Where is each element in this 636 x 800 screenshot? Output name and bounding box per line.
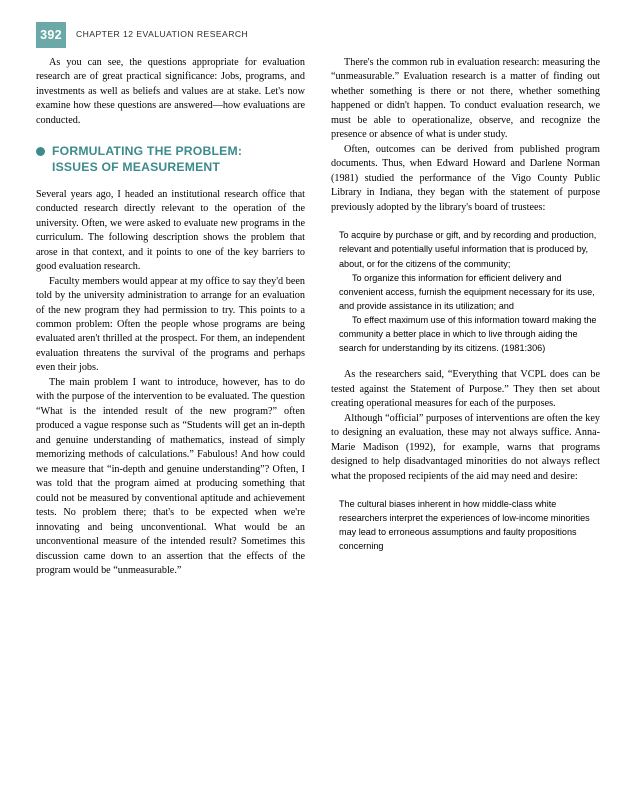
paragraph: Several years ago, I headed an institutional research office that conducted research directly relevant to the operation of the university. Often, we were asked to evaluate new programs in the curriculum. The following description shows the problem that arose in that context, and it points to one of the key barriers to good evaluation research. — [36, 188, 305, 273]
paragraph: As the researchers said, “Everything that VCPL does can be tested against the Statement of Purpose.” They then set about creating operational measures for each of the purposes. — [331, 369, 600, 410]
paragraph: The main problem I want to introduce, however, has to do with the purpose of the intervention to be evaluated. The question “What is the intended result of the new program?” often produced a vague response such as “Students will get an in-depth and genuine understanding of mathematics, instead of simply memorizing methods of calculations.” Fabulous! And how could we measure that “in-depth and genuine understanding”? Often, I was told that the program aimed at producing something that could not be measured by conventional aptitude and achievement tests. No problem there; that's to be expected when we're innovating and being unconventional. What would be an unconventional measure of the intended result? Sometimes this discussion came down to an assertion that the effects of the program would be “unmeasurable.” — [36, 376, 305, 577]
block-quote-paragraph: To effect maximum use of this information toward making the community a better place in which to live through aiding the search for understanding by its citizens. (1981:306) — [339, 314, 597, 354]
block-quote-paragraph: To organize this information for efficient delivery and convenient access, furnish the equipment necessary for its use, and provide assistance in its utilization; and — [339, 272, 595, 311]
paragraph: As you can see, the questions appropriate for evaluation research are of great practical significance: Jobs, programs, and investments as well as beliefs and values are at stake. Let's now examine how these questions are answered—how evaluations are conducted. — [36, 57, 305, 126]
running-head: CHAPTER 12 EVALUATION RESEARCH — [76, 29, 249, 39]
paragraph: Although “official” purposes of interventions are often the key to designing an evaluation, these may not always suffice. Anna-Marie Madison (1992), for example, warns that programs designed to help disadvantaged minorities do not always reflect what the proposed recipients of the aid may need and desire: — [331, 412, 600, 482]
paragraph: Often, outcomes can be derived from published program documents. Thus, when Edward Howard and Darlene Norman (1981) studied the performance of the Vigo County Public Library in Indiana, they began with the statement of purpose previously adopted by the library's board of trustees: — [331, 143, 600, 213]
block-quote — [331, 228, 600, 355]
block-quote — [331, 497, 600, 553]
paragraph: There's the common rub in evaluation research: measuring the “unmeasurable.” Evaluation research is a matter of finding out whether something is there or not there, whether something happened or didn't happen. To conduct evaluation research, we must be able to operationalize, observe, and recognize the presence or absence of what is under study. — [331, 57, 600, 141]
block-quote-paragraph: The cultural biases inherent in how middle-class white researchers interpret the experiences of low-income minorities may lead to erroneous assumptions and faulty propositions concerning — [339, 499, 590, 552]
section-heading — [36, 144, 305, 175]
page-header — [36, 22, 600, 48]
section-heading-line1: FORMULATING THE PROBLEM: — [52, 144, 243, 159]
block-quote-paragraph: To acquire by purchase or gift, and by recording and production, relevant and potentially useful information that is produced by, about, or for the citizens of the community; — [339, 230, 597, 269]
section-heading-line2: ISSUES OF MEASUREMENT — [52, 160, 221, 175]
body-columns — [36, 56, 600, 772]
page-number-badge: 392 — [36, 22, 66, 48]
bullet-dot-icon — [36, 147, 45, 156]
right-column — [331, 56, 600, 772]
paragraph: Faculty members would appear at my office to say they'd been told by the university administration to arrange for an evaluation of the new program they had permission to try. This points to a common problem: Often the people whose programs are being evaluated aren't thrilled at the prospect. For them, an independent evaluation threatens the survival of the programs and perhaps even their jobs. — [36, 275, 305, 374]
left-column — [36, 56, 305, 772]
